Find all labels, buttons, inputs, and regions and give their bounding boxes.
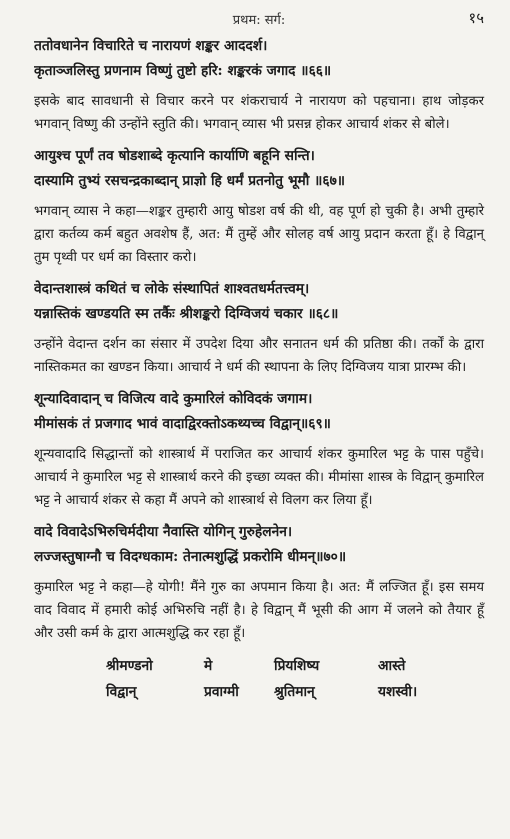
verse-line: कृताञ्जलिस्तु प्रणनाम विष्णुं तुष्टो हरि: शङ्करकं जगाद ॥६६॥ xyxy=(34,63,332,79)
verse-word: श्रीमण्डनो xyxy=(106,658,153,674)
hindi-meaning: कुमारिल भट्ट ने कहा—हे योगी! मैंने गुरु का अपमान किया है। अत: मैं लज्जित हूँ। इस समय वाद विवाद में हमारी कोई अभिरुचि नहीं है। हे विद्वान् मैं भूसी की आग में जलने को तैयार हूँ और उसी कर्म के द्वारा आत्मशुद्धि कर रहा हूँ। xyxy=(34,580,484,641)
verse-line: ततोवधानेन विचारिते च नारायणं शङ्कर आददर्श। xyxy=(34,38,268,54)
chapter-title: प्रथम: सर्ग: xyxy=(232,13,286,28)
closing-verse xyxy=(34,653,484,705)
verse-word: प्रवाग्मी xyxy=(204,684,239,700)
verse-word: श्रुतिमान् xyxy=(274,684,315,700)
verse-line: लज्जस्तुषाग्नौ च विदग्धकाम: तेनात्मशुद्धिं प्रकरोमि धीमन्॥७०॥ xyxy=(34,549,347,565)
hindi-meaning: उन्होंने वेदान्त दर्शन का संसार में उपदेश दिया और सनातन धर्म की प्रतिष्ठा की। तर्कों के द्वारा नास्तिकमत का खण्डन किया। आचार्य ने धर्म की स्थापना के लिए दिग्विजय यात्रा प्रारम्भ की। xyxy=(34,337,484,375)
verse-line: मीमांसकं तं प्रजगाद भावं वादाद्विरक्तोऽकथ्यच्च विद्वान्॥६९॥ xyxy=(34,416,331,432)
verse-word: विद्वान् xyxy=(106,684,137,700)
closing-verse-line xyxy=(106,679,484,705)
hindi-meaning: इसके बाद सावधानी से विचार करने पर शंकराचार्य ने नारायण को पहचाना। हाथ जोड़कर भगवान् विष्णु की उन्होंने स्तुति की। भगवान् व्यास भी प्रसन्न होकर आचार्य शंकर से बोले। xyxy=(34,94,484,132)
sanskrit-verse xyxy=(34,144,484,194)
verse-line: यन्नास्तिकं खण्डयति स्म तर्कैः श्रीशङ्करो दिग्विजयं चकार ॥६८॥ xyxy=(34,306,339,322)
verse-line: शून्यादिवादान् च विजित्य वादे कुमारिलं कोविदकं जगाम। xyxy=(34,391,313,407)
verse-word: यशस्वी। xyxy=(378,684,418,700)
verse-word: मे xyxy=(204,658,213,674)
sanskrit-verse xyxy=(34,277,484,327)
verse-block xyxy=(34,520,484,645)
verse-word: प्रियशिष्य xyxy=(274,658,320,674)
sanskrit-verse xyxy=(34,34,484,84)
verse-word: आस्ते xyxy=(378,658,406,674)
sanskrit-verse xyxy=(34,520,484,570)
verse-block xyxy=(34,387,484,512)
verse-line: आयुश्च पूर्णं तव षोडशाब्दे कृत्यानि कार्याणि बहूनि सन्ति। xyxy=(34,148,315,164)
closing-verse-line xyxy=(106,653,484,679)
verse-block xyxy=(34,277,484,379)
verse-block xyxy=(34,144,484,269)
page-number: १५ xyxy=(468,9,484,27)
verse-line: दास्यामि तुभ्यं रसचन्द्रकाब्दान् प्राज्ञो हि धर्मं प्रतनोतु भूमौ ॥६७॥ xyxy=(34,173,346,189)
page-header xyxy=(34,0,484,34)
verse-line: वेदान्तशास्त्रं कथितं च लोके संस्थापितं शाश्वतधर्मतत्त्वम्। xyxy=(34,281,310,297)
verse-block xyxy=(34,34,484,136)
sanskrit-verse xyxy=(34,387,484,437)
hindi-meaning: भगवान् व्यास ने कहा—शङ्कर तुम्हारी आयु षोडश वर्ष की थी, वह पूर्ण हो चुकी है। अभी तुम्हारे द्वारा कर्तव्य कर्म बहुत अवशेष हैं, अत: मैं तुम्हें और सोलह वर्ष आयु प्रदान करता हूँ। हे विद्वान् तुम पृथ्वी पर धर्म का विस्तार करो। xyxy=(34,204,484,265)
hindi-meaning: शून्यवादादि सिद्धान्तों को शास्त्रार्थ में पराजित कर आचार्य शंकर कुमारिल भट्ट के पास पहुँचे। आचार्य ने कुमारिल भट्ट से शास्त्रार्थ करने की इच्छा व्यक्त की। मीमांसा शास्त्र के विद्वान् कुमारिल भट्ट ने आचार्य शंकर से कहा मैं अपने को शास्त्रार्थ से विलग कर लिया हूँ। xyxy=(34,447,484,508)
verse-line: वादे विवादेऽभिरुचिर्मदीया नैवास्ति योगिन् गुरुहेलनेन। xyxy=(34,524,293,540)
